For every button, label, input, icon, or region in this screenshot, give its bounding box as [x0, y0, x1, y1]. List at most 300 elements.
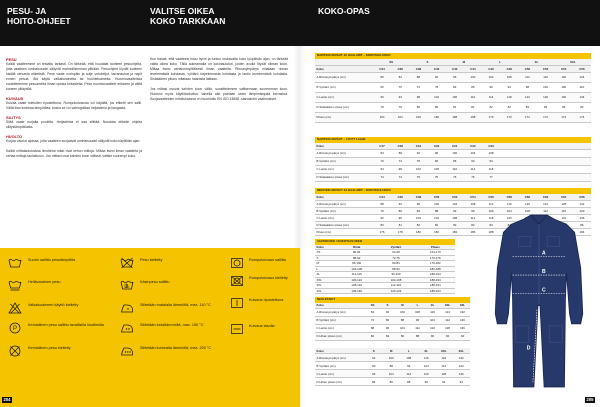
hand-wash-icon — [120, 279, 134, 291]
measure-label-b: B — [542, 269, 546, 276]
table-cell: 120 — [423, 371, 429, 376]
table-cell: 84 — [507, 222, 511, 227]
table-cell: 188-194 — [430, 272, 441, 277]
row-label: B Vyötärö (cm) — [316, 85, 336, 89]
table-cell: 104 — [506, 208, 512, 213]
table-cell: 88 — [415, 334, 420, 338]
table-cell: 104 — [452, 201, 458, 206]
care-symbol-label: Kemiallinen pesu kielletty — [28, 346, 71, 350]
section-heading: SILITYS — [6, 115, 21, 120]
size-code: C50 — [433, 194, 440, 199]
size-guide-title — [318, 7, 370, 17]
table-cell: 132 — [460, 310, 465, 314]
table-cell: 88 — [398, 151, 402, 155]
table-cell: 112 — [525, 75, 530, 79]
table-cell: 136 — [460, 326, 465, 330]
size-code: C38 — [415, 66, 422, 71]
section-heading: HUOLTO — [6, 134, 23, 139]
table-cell: 84 — [385, 334, 390, 338]
table-cell: 72 — [370, 318, 375, 322]
table-cell: 112 — [445, 318, 450, 322]
table-cell: 108 — [524, 208, 530, 213]
size-letter: L — [499, 59, 502, 64]
table-cell: 178 — [397, 229, 403, 234]
size-code: C17 — [379, 143, 385, 148]
page-number-left: 204 — [3, 397, 11, 402]
size-letter: 3XL — [458, 348, 464, 353]
row-label: L — [316, 266, 319, 271]
table-title: VAATEKOKO / KOKOTAULUKKO — [315, 239, 455, 245]
table-cell: 102 — [434, 95, 439, 99]
table-cell: 100 — [415, 215, 421, 220]
closing-text: Kaikki mittataulukoissa ilmoitetut mitat ovat kehon mittoja. Mittaa itsesi ilman vaatteita ja vertaa mittoja taulukkoon. Jos mittasi ovat kahden koon välissä, valitse suurempi koko. — [6, 149, 142, 158]
size-letter: M — [401, 303, 404, 307]
table-cell: 120 — [579, 208, 585, 213]
table-cell: 88-92 — [392, 266, 400, 271]
table-cell: 88 — [370, 326, 375, 330]
iron-medium-icon — [120, 322, 134, 334]
size-code: C56 — [488, 194, 494, 199]
table-row — [315, 158, 591, 166]
table-cell: 104 — [400, 326, 405, 330]
table-cell: 134 — [579, 95, 585, 99]
row-label: A Rinnanympärys (cm) — [316, 75, 346, 79]
table-cell: 132 — [458, 355, 464, 360]
care-symbol-label: Silitetään keskilämmöllä, max. 150 °C — [140, 323, 204, 327]
table-cell: 80-84 — [392, 261, 400, 266]
care-symbol-label: Käsinpesu sallittu — [140, 280, 170, 284]
size-code: C40 — [433, 66, 440, 71]
care-symbols-panel — [0, 248, 300, 407]
table-cell: 96-100 — [391, 272, 401, 277]
size-letter: M — [462, 59, 466, 64]
table-cell: 124 — [445, 310, 450, 314]
size-code: C18 — [397, 143, 403, 148]
row-label: D Sisäsäären pituus (cm) — [316, 222, 349, 227]
size-code-row — [315, 66, 591, 73]
table-cell: 120 — [561, 75, 567, 79]
size-code: C60 — [524, 194, 531, 199]
row-label: B Vyötärö (cm) — [316, 318, 336, 322]
table-cell: 114 — [470, 167, 476, 171]
size-code: C22 — [470, 143, 476, 148]
table-cell: 82 — [434, 159, 439, 163]
table-cell: 170 — [488, 115, 494, 119]
row-label: A Rinnanympärys (cm) — [316, 201, 346, 206]
table-cell: 94 — [460, 334, 465, 338]
table-cell: 176 — [379, 229, 385, 234]
table-cell: 86 — [580, 222, 584, 227]
table-cell: 128-132 — [351, 283, 362, 288]
size-guide-title-line: KOKO-OPAS — [318, 6, 370, 16]
table-cell: 90 — [424, 379, 428, 384]
table-cell: 98 — [525, 85, 530, 89]
table-cell: 92 — [398, 201, 402, 206]
size-letter: XL — [534, 59, 539, 64]
table-cell: 81 — [453, 105, 457, 109]
table-cell: 182-188 — [430, 266, 441, 271]
table-cell: 78 — [434, 85, 439, 89]
table-cell: 64-68 — [392, 250, 400, 255]
table-cell: 88 — [407, 379, 411, 384]
table-row — [315, 289, 455, 295]
table-cell: 112 — [543, 208, 548, 213]
table-cell: 170-176 — [430, 255, 441, 260]
size-letter: XS — [389, 59, 394, 64]
table-cell: 100 — [400, 310, 405, 314]
size-code: C19 — [415, 143, 422, 148]
table-cell: 90 — [471, 159, 475, 163]
table-cell: 96 — [385, 326, 390, 330]
table-cell: 120 — [524, 201, 530, 206]
size-code: C46 — [488, 66, 494, 71]
table-cell: 188-194 — [430, 283, 441, 288]
care-symbol-label: Kuivaus ripustettuna — [249, 298, 284, 302]
table-cell: 116 — [506, 201, 512, 206]
row-label: Koko — [316, 303, 324, 307]
table-cell: 86 — [453, 159, 457, 163]
size-code: C20 — [433, 143, 440, 148]
size-code: C21 — [452, 143, 458, 148]
row-label: Pituus (cm) — [316, 229, 332, 234]
size-letter: S — [372, 348, 375, 353]
table-cell: 174 — [579, 115, 585, 119]
dry-clean-mark: P — [12, 326, 18, 333]
size-letter: XL — [430, 303, 435, 307]
table-cell: 166 — [434, 115, 439, 119]
table-cell: 84 — [370, 310, 375, 314]
table-cell: 82 — [416, 222, 421, 227]
table-row — [315, 201, 591, 208]
table-cell: 188-194 — [430, 277, 441, 282]
table-cell: 84 — [372, 379, 376, 384]
care-symbol-label: Silitetään matalalla lämmöllä, max. 110 °C — [140, 303, 211, 307]
table-cell: 100 — [388, 355, 394, 360]
table-cell: 88 — [380, 201, 384, 206]
page-gutter-right — [300, 46, 306, 407]
table-cell: 88 — [416, 75, 421, 79]
table-cell: 108 — [452, 215, 458, 220]
column-header: Vyötärö — [390, 244, 402, 249]
table-cell: 104-108 — [390, 277, 402, 282]
care-title-line: HOITO-OHJEET — [7, 15, 71, 26]
size-code: C34 — [379, 66, 385, 71]
no-dry-clean-icon — [8, 345, 22, 357]
row-label: C Lantio (cm) — [316, 95, 334, 99]
table-cell: 94 — [459, 379, 463, 384]
size-code: C54 — [561, 66, 567, 71]
table-cell: 70 — [380, 159, 384, 163]
table-cell: 132 — [561, 215, 567, 220]
table-cell: 90 — [380, 95, 384, 99]
table-cell: 100 — [488, 208, 494, 213]
table-title: NAISTEN HOUSUT JA HAALARIT – KOKOTAULUKKO — [315, 53, 591, 59]
table-cell: 79 — [398, 105, 402, 109]
table-cell: 76 — [471, 175, 475, 179]
row-label: Koko — [316, 348, 324, 353]
table-cell: 92 — [385, 310, 390, 314]
size-letter-row — [315, 59, 591, 66]
page-number-right: 205 — [586, 397, 594, 402]
size-code: C52 — [452, 194, 458, 199]
measure-label-c: C — [542, 287, 546, 294]
table-cell: 80 — [398, 208, 402, 213]
table-cell: 80-84 — [352, 250, 361, 255]
row-label: C Lantio (cm) — [316, 167, 334, 171]
table-cell: 102 — [543, 85, 548, 89]
table-row — [315, 362, 470, 370]
care-symbol-label: Silitetään korkealla lämmöllä, max. 200 °C — [140, 346, 212, 350]
row-label: A Rinnanympärys (cm) — [316, 355, 346, 360]
size-table-women — [315, 53, 591, 123]
table-cell: 72-76 — [392, 255, 400, 260]
size-text-paragraph: Kun haluat, että vaatteesi istuu hyvin ja tuntuu mukavalta koko työpäivän ajan, on tärkeää valita oikea koko. Tällä aukeamalla on kokotaulukot, joiden avulla löydät oikean koon. Mittaa itsesi vartalonmyötäisesti ilman vaatteita. Rinnanympärys mitataan rinnan leveimmästä kohdasta, vyötärö kapeimmasta kohdasta ja lantio leveimmästä kohdasta. Sisäsäären pituus mitataan haarasta lattiaan. — [150, 57, 288, 81]
table-cell: 76 — [453, 175, 457, 179]
table-cell: 128 — [441, 371, 447, 376]
table-cell: 176-182 — [430, 261, 441, 266]
table-cell: 100 — [470, 75, 476, 79]
section-heading: KUIVAUS — [6, 96, 24, 101]
size-code: C46 — [397, 194, 403, 199]
table-cell: 108 — [415, 310, 420, 314]
table-cell: 108 — [506, 75, 512, 79]
row-label: S — [316, 255, 319, 260]
table-row — [315, 325, 470, 333]
table-cell: 132 — [579, 201, 585, 206]
section-text: Silitä vaate nurjalta puolelta. Heijastimia ei saa silittää. Noudata etiketin ohjeita silityslämpötilasta. — [6, 120, 142, 129]
table-title: NAISTEN HOUSUT – LYHYT LAHJE — [315, 137, 591, 143]
table-cell: 86 — [389, 379, 393, 384]
table-cell: 84 — [380, 151, 384, 155]
table-cell: 80 — [434, 105, 439, 109]
table-cell: 124 — [579, 75, 585, 79]
size-code: C42 — [452, 66, 458, 71]
table-cell: 108 — [470, 201, 476, 206]
table-cell: 78 — [416, 159, 421, 163]
table-cell: 100 — [434, 201, 439, 206]
table-cell: 128 — [445, 326, 450, 330]
table-cell: 164 — [379, 115, 385, 119]
row-label: 4XL — [316, 288, 322, 293]
table-cell: 112-116 — [390, 283, 402, 288]
iron-low-icon — [120, 302, 134, 314]
table-row — [315, 113, 591, 123]
table-cell: 120 — [460, 318, 465, 322]
table-cell: 96 — [407, 363, 411, 368]
table-cell: 80 — [380, 75, 384, 79]
table-cell: 77 — [489, 175, 493, 179]
row-label: D Sisäsäären pituus (cm) — [316, 105, 349, 109]
size-code: C58 — [506, 194, 512, 199]
table-cell: 80 — [416, 105, 421, 109]
table-cell: 110 — [579, 85, 585, 89]
table-cell: 182 — [434, 229, 439, 234]
table-cell: 124 — [543, 201, 548, 206]
size-code: C52 — [542, 66, 549, 71]
size-letter: XL — [424, 348, 429, 353]
table-row — [315, 333, 470, 341]
size-letter: XXL — [570, 59, 576, 64]
table-cell: 84 — [398, 75, 402, 79]
table-row — [315, 317, 470, 325]
row-label: Koko — [316, 143, 324, 148]
table-cell: 174 — [561, 115, 567, 119]
size-letter: XS — [370, 303, 375, 307]
table-cell: 120 — [458, 363, 464, 368]
table-cell: 118 — [506, 95, 512, 99]
row-label: B Vyötärö (cm) — [316, 159, 336, 163]
table-cell: 92 — [380, 215, 384, 220]
size-code: C48 — [415, 194, 422, 199]
row-label: B Vyötärö (cm) — [316, 208, 336, 213]
size-letter: L — [416, 303, 419, 307]
table-cell: 80 — [385, 318, 390, 322]
size-table-extra — [315, 348, 470, 386]
table-cell: 112 — [488, 201, 494, 206]
row-label: XXL — [316, 277, 322, 282]
size-text-paragraph: Jos mittasi osuvat kahden koon väliin, suosittelemme valitsemaan suuremman koon. Huomioi myös käyttötarkoitus: talvella alle puetaan usein lämpimämpää kerrastoa. Suojavaatteiden mitoituksessa on huomioitu EN ISO 13688 -standardin vaatimukset. — [150, 87, 288, 101]
line-dry-icon — [230, 297, 244, 309]
table-cell: 94 — [380, 167, 384, 171]
table-cell: 164 — [397, 115, 403, 119]
row-label: 3XL — [316, 283, 322, 288]
table-cell: 88 — [389, 363, 393, 368]
table-row — [315, 150, 591, 158]
table-cell: 100 — [452, 151, 458, 155]
table-cell: 116 — [561, 208, 567, 213]
table-cell: 96 — [453, 75, 457, 79]
table-cell: 84 — [580, 105, 584, 109]
size-code: C50 — [524, 66, 531, 71]
table-cell: 172 — [524, 115, 530, 119]
table-cell: 92 — [372, 355, 376, 360]
table-cell: 126 — [543, 95, 548, 99]
table-cell: 82 — [453, 85, 457, 89]
care-text-column — [6, 57, 142, 160]
care-title-line: PESU- JA — [7, 6, 47, 16]
care-symbol-label: Valkaisuaineen käyttö kielletty — [28, 303, 79, 307]
size-table-women-short — [315, 137, 591, 182]
care-symbol-label: Rumpukuivaus kielletty — [249, 276, 288, 280]
measure-label-a: A — [542, 250, 546, 257]
table-row — [315, 370, 470, 378]
no-bleach-icon — [8, 302, 22, 314]
table-cell: 166 — [415, 115, 421, 119]
column-header: Pituus — [430, 244, 440, 249]
table-cell: 84 — [489, 222, 493, 227]
size-code: C54 — [470, 194, 476, 199]
size-code: C48 — [506, 66, 512, 71]
size-letter: XXL — [444, 303, 451, 307]
size-table-knitwear — [315, 297, 470, 341]
table-cell: 170 — [506, 115, 512, 119]
measure-label-d: D — [526, 345, 531, 352]
table-cell: 104 — [434, 215, 439, 220]
table-cell: 104 — [388, 371, 394, 376]
size-letter: S — [386, 303, 389, 307]
table-cell: 84 — [562, 105, 566, 109]
table-row — [315, 103, 591, 113]
table-cell: 92 — [453, 208, 457, 213]
table-cell: 80 — [372, 363, 376, 368]
flat-dry-icon — [230, 323, 244, 335]
size-choice-title-line: VALITSE OIKEA — [150, 6, 215, 16]
table-row — [315, 93, 591, 103]
table-cell: 164-170 — [430, 250, 441, 255]
column-header: Koko — [316, 244, 324, 249]
table-cell: 90 — [430, 334, 435, 338]
row-label: A Rinnanympärys (cm) — [316, 151, 346, 155]
row-label: XL — [316, 272, 321, 277]
table-cell: 96-100 — [352, 261, 362, 266]
size-code: C44 — [470, 66, 476, 71]
table-cell: 118 — [488, 167, 494, 171]
table-cell: 84 — [416, 208, 421, 213]
row-label: C Lantio (cm) — [316, 215, 334, 220]
table-cell: 106 — [434, 167, 439, 171]
table-cell: 120 — [430, 326, 435, 330]
table-cell: 122 — [524, 95, 530, 99]
table-cell: 83 — [543, 105, 548, 109]
table-row — [315, 166, 591, 174]
table-cell: 110 — [470, 95, 476, 99]
table-cell: 116 — [488, 215, 494, 220]
table-cell: 114 — [488, 95, 494, 99]
tumble-dry-icon — [230, 257, 244, 269]
table-cell: 92 — [434, 75, 439, 79]
table-cell: 106 — [561, 85, 567, 89]
table-row — [315, 73, 591, 83]
table-cell: 108 — [406, 355, 412, 360]
size-choice-title-line: KOKO TARKKAAN — [150, 15, 226, 26]
table-cell: 96 — [415, 318, 420, 322]
size-text-column — [150, 57, 288, 103]
section-heading: PESU — [6, 57, 17, 62]
table-cell: 96 — [471, 208, 475, 213]
table-cell: 81 — [398, 222, 402, 227]
table-cell: 104 — [430, 318, 435, 322]
table-cell: 76 — [380, 208, 384, 213]
care-symbol-label: Kemiallinen pesu sallittu tavallisilla liuottimilla — [28, 323, 104, 327]
table-cell: 75 — [434, 175, 439, 179]
no-wash-icon — [120, 257, 134, 269]
table-cell: 136-140 — [351, 288, 362, 293]
table-cell: 110 — [452, 167, 458, 171]
size-code-row — [315, 143, 591, 150]
size-letter: S — [426, 59, 429, 64]
size-code: C56 — [579, 66, 585, 71]
table-cell: 74 — [398, 175, 402, 179]
size-letter: XXL — [440, 348, 447, 353]
table-cell: 128 — [561, 201, 567, 206]
table-cell: 120 — [506, 215, 512, 220]
table-cell: 86 — [471, 85, 475, 89]
table-cell: 112 — [406, 371, 412, 376]
table-cell: 188 — [488, 229, 494, 234]
table-row — [315, 83, 591, 93]
table-cell: 83 — [525, 105, 530, 109]
table-cell: 120-124 — [351, 277, 362, 282]
size-code: C23 — [488, 143, 494, 148]
row-label: Koko — [316, 66, 324, 71]
care-symbol-label: Pesu kielletty — [140, 258, 163, 262]
wash-tub-icon — [8, 257, 22, 269]
table-cell: 188-194 — [430, 288, 441, 293]
table-cell: 94 — [398, 95, 402, 99]
table-row — [315, 174, 591, 182]
row-label: M — [316, 261, 319, 266]
table-cell: 83 — [471, 222, 475, 227]
